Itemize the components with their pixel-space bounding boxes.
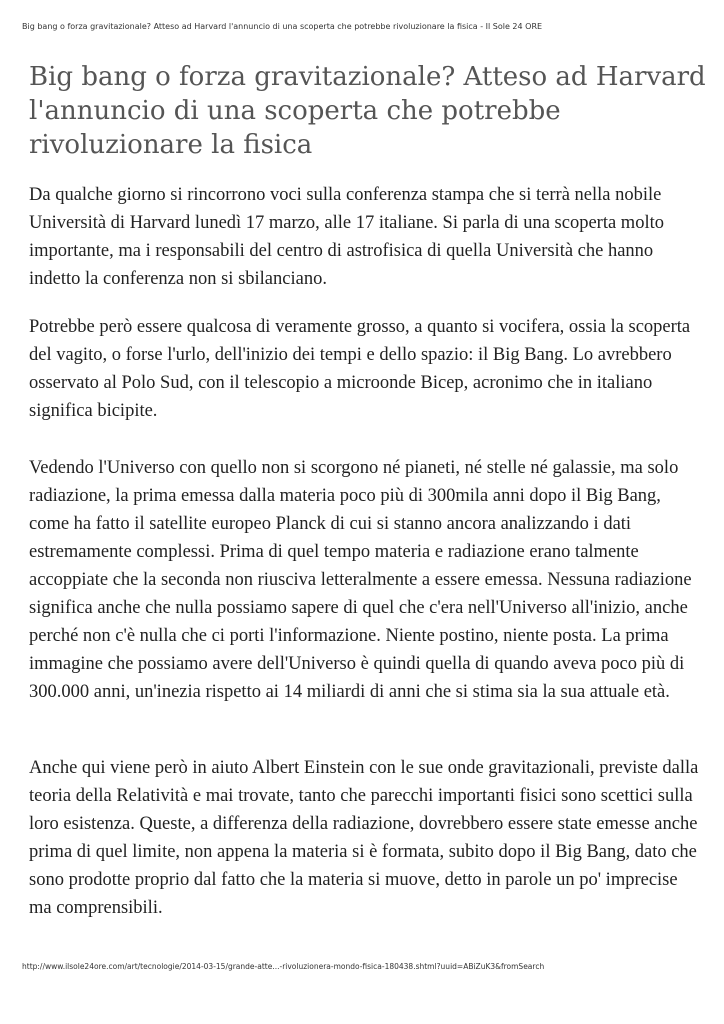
article-paragraph-3: Vedendo l'Universo con quello non si scorgono né pianeti, né stelle né galassie, ma solo radiazione, la prima emessa dalla materia poco più di 300mila anni dopo il Big Bang, come ha fatto il satellite europeo Planck di cui si stanno ancora analizzando i dati estremamente complessi. Prima di quel tempo materia e radiazione erano talmente accoppiate che la seconda non riusciva letteralmente a essere emessa. Nessuna radiazione significa anche che nulla possiamo sapere di quel che c'era nell'Universo all'inizio, anche perché non c'è nulla che ci porti l'informazione. Niente postino, niente posta. La prima immagine che possiamo avere dell'Universo è quindi quella di quando aveva poco più di 300.000 anni, un'inezia rispetto ai 14 miliardi di anni che si stima sia la sua attuale età. (29, 458, 692, 702)
article-paragraph-2: Potrebbe però essere qualcosa di veramente grosso, a quanto si vocifera, ossia la scoperta del vagito, o forse l'urlo, dell'inizio dei tempi e dello spazio: il Big Bang. Lo avrebbero osservato al Polo Sud, con il telescopio a microonde Bicep, acronimo che in italiano significa bicipite. (29, 317, 691, 421)
article-title: Big bang o forza gravitazionale? Atteso ad Harvard l'annuncio di una scoperta che potrebbe rivoluzionare la fisica (29, 62, 706, 160)
article-paragraph-4: Anche qui viene però in aiuto Albert Einstein con le sue onde gravitazionali, previste dalla teoria della Relatività e mai trovate, tanto che parecchi importanti fisici sono scettici sulla loro esistenza. Queste, a differenza della radiazione, dovrebbero essere state emesse anche prima di quel limite, non appena la materia si è formata, subito dopo il Big Bang, dato che sono prodotte proprio dal fatto che la materia si muove, detto in parole un po' imprecise ma comprensibili. (29, 758, 699, 918)
source-url[interactable]: http://www.ilsole24ore.com/art/tecnologie/2014-03-15/grande-atte...-rivoluzionera-mondo-fisica-180438.shtml?uuid=ABiZuK3&fromSearch (22, 962, 545, 971)
page-header-title: Big bang o forza gravitazionale? Atteso ad Harvard l'annuncio di una scoperta che potrebbe rivoluzionare la fisica - Il Sole 24 ORE (22, 22, 543, 31)
article-paragraph-1: Da qualche giorno si rincorrono voci sulla conferenza stampa che si terrà nella nobile Università di Harvard lunedì 17 marzo, alle 17 italiane. Si parla di una scoperta molto importante, ma i responsabili del centro di astrofisica di quella Università che hanno indetto la conferenza non si sbilanciano. (29, 185, 664, 289)
